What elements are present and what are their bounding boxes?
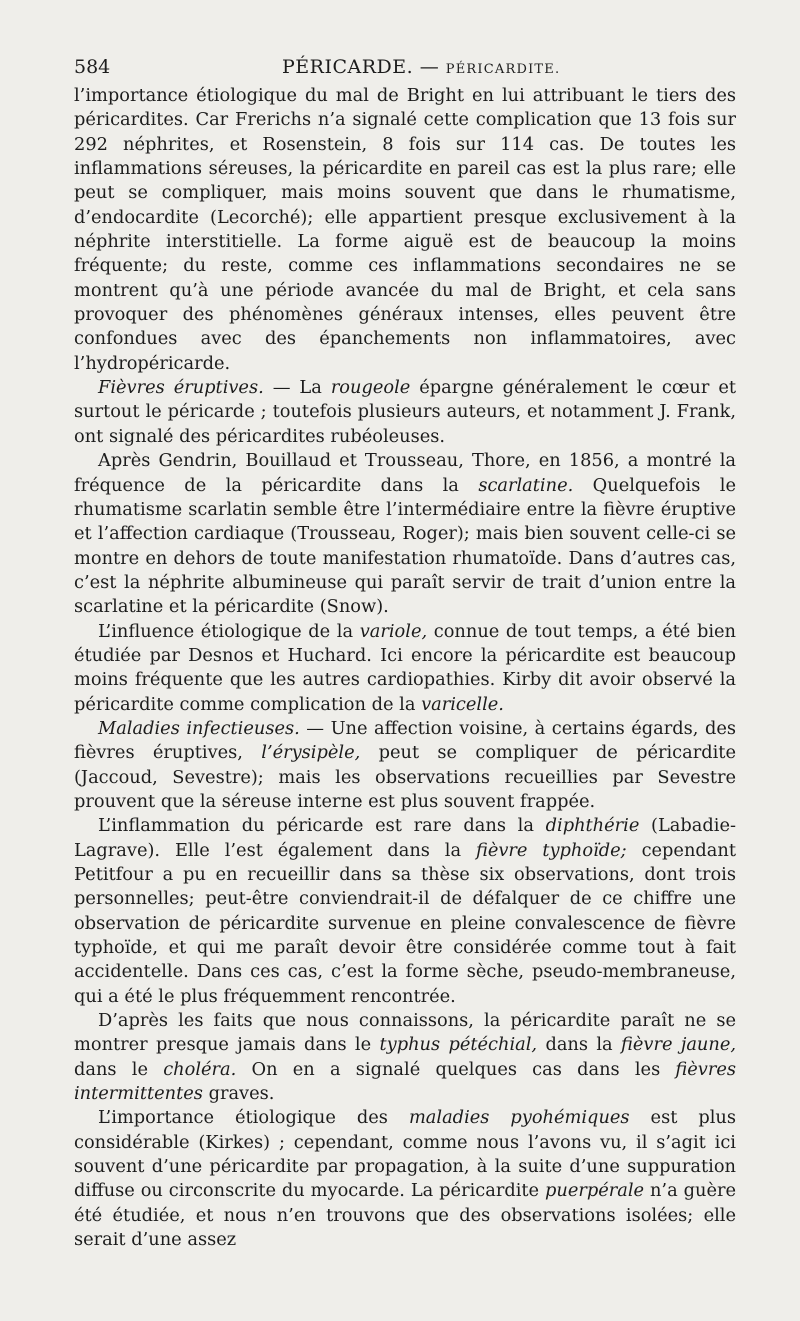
italic-text: choléra.	[163, 1058, 237, 1080]
paragraph	[74, 1106, 736, 1252]
italic-text: fièvres intermittentes	[74, 1058, 736, 1105]
italic-text: puerpérale	[544, 1180, 645, 1202]
text-run: L’inflammation du péricarde est rare dans la	[98, 815, 546, 837]
paragraph	[74, 376, 736, 449]
paragraph	[74, 620, 736, 717]
text-run: l’importance étiologique du mal de Bright en lui attribuant le tiers des péricardites. Car Frerichs n’a signalé cette complication que 13 fois sur 292 néphrites, et Rosenstein, 8 fois sur 114 cas. De toutes les inflammations séreuses, la péricardite en pareil cas est la plus rare; elle peut se compliquer, mais moins souvent que dans le rhumatisme, d’endocardite (Lecorché); elle appartient presque exclusivement à la néphrite interstitielle. La forme aiguë est de beaucoup la moins fréquente; du reste, comme ces inflammations secondaires ne se montrent qu’à une période avancée du mal de Bright, et cela sans provoquer des phénomènes généraux intenses, elles peuvent être confondues avec des épanchements non inflammatoires, avec l’hydropéricarde.	[74, 85, 736, 374]
italic-text: varicelle.	[421, 693, 504, 715]
text-run: (Labadie-Lagrave). Elle l’est également dans la	[74, 815, 736, 861]
paragraph	[74, 814, 736, 1009]
italic-text: l’érysipèle,	[261, 742, 361, 764]
text-run: Après Gendrin, Bouillaud et Trousseau, Thore, en 1856, a montré la fréquence de la péricardite dans la	[74, 450, 736, 496]
text-run: — Une affection voisine, à certains égards, des fièvres éruptives,	[74, 717, 736, 764]
italic-text: fièvre jaune,	[621, 1034, 737, 1056]
text-run: peut se compliquer de péricardite (Jaccoud, Sevestre); mais les observations recueillies par Sevestre prouvent que la séreuse interne est plus souvent frappée.	[74, 742, 736, 812]
text-run: dans la	[537, 1034, 622, 1056]
body-text	[74, 84, 736, 1253]
italic-text: Maladies infectieuses.	[98, 717, 300, 739]
italic-text: variole,	[359, 620, 428, 642]
text-run: n’a guère été étudiée, et nous n’en trouvons que des observations isolées; elle serait d’une assez	[74, 1180, 736, 1251]
text-run: D’après les faits que nous connaissons, la péricardite paraît ne se montrer presque jamais dans le	[74, 1010, 736, 1056]
text-run: — La	[263, 377, 331, 399]
italic-text: typhus pétéchial,	[379, 1034, 538, 1056]
italic-text: rougeole	[330, 377, 411, 399]
page-number: 584	[74, 56, 111, 78]
italic-text: Fièvres éruptives.	[98, 377, 264, 399]
text-run: On en a signalé quelques cas dans les	[236, 1058, 676, 1080]
text-run: graves.	[202, 1083, 275, 1105]
text-run: épargne généralement le cœur et surtout le péricarde ; toutefois plusieurs auteurs, et notamment J. Frank, ont signalé des péricardites rubéoleuses.	[74, 377, 736, 447]
running-title	[282, 50, 560, 87]
paragraph	[74, 84, 736, 376]
text-run: est plus considérable (Kirkes) ; cependant, comme nous l’avons vu, il s’agit ici souvent d’une péricardite par propagation, à la suite d’une suppuration diffuse ou circonscrite du myocarde. La péricardite	[74, 1107, 736, 1202]
paragraph	[74, 717, 736, 814]
italic-text: fièvre typhoïde;	[476, 839, 627, 861]
text-run: L’influence étiologique de la	[98, 620, 360, 642]
italic-text: maladies pyohémiques	[408, 1107, 630, 1129]
paragraph	[74, 1009, 736, 1106]
running-title-main: PÉRICARDE. —	[282, 56, 440, 78]
text-run: connue de tout temps, a été bien étudiée par Desnos et Huchard. Ici encore la péricardite est beaucoup moins fréquente que les autres cardiopathies. Kirby dit avoir observé la péricardite comme complication de la	[74, 620, 736, 715]
page-header	[74, 50, 736, 84]
running-title-sub: PÉRICARDITE.	[445, 62, 561, 77]
paragraph	[74, 449, 736, 619]
text-run: Quelquefois le rhumatisme scarlatin semble être l’intermédiaire entre la fièvre éruptive et l’affection cardiaque (Trousseau, Roger); mais bien souvent celle-ci se montre en dehors de toute manifestation rhumatoïde. Dans d’autres cas, c’est la néphrite albumineuse qui paraît servir de trait d’union entre la scarlatine et la péricardite (Snow).	[74, 474, 736, 618]
text-run: cependant Petitfour a pu en recueillir dans sa thèse six observations, dont trois personnelles; peut-être conviendrait-il de défalquer de ce chiffre une observation de péricardite survenue en pleine convalescence de fièvre typhoïde, et qui me paraît devoir être considérée comme tout à fait accidentelle. Dans ces cas, c’est la forme sèche, pseudo-membraneuse, qui a été le plus fréquemment rencontrée.	[74, 839, 736, 1007]
italic-text: diphthérie	[545, 815, 640, 837]
italic-text: scarlatine.	[478, 474, 574, 496]
text-run: L’importance étiologique des	[98, 1107, 409, 1129]
text-run: dans le	[74, 1058, 164, 1080]
